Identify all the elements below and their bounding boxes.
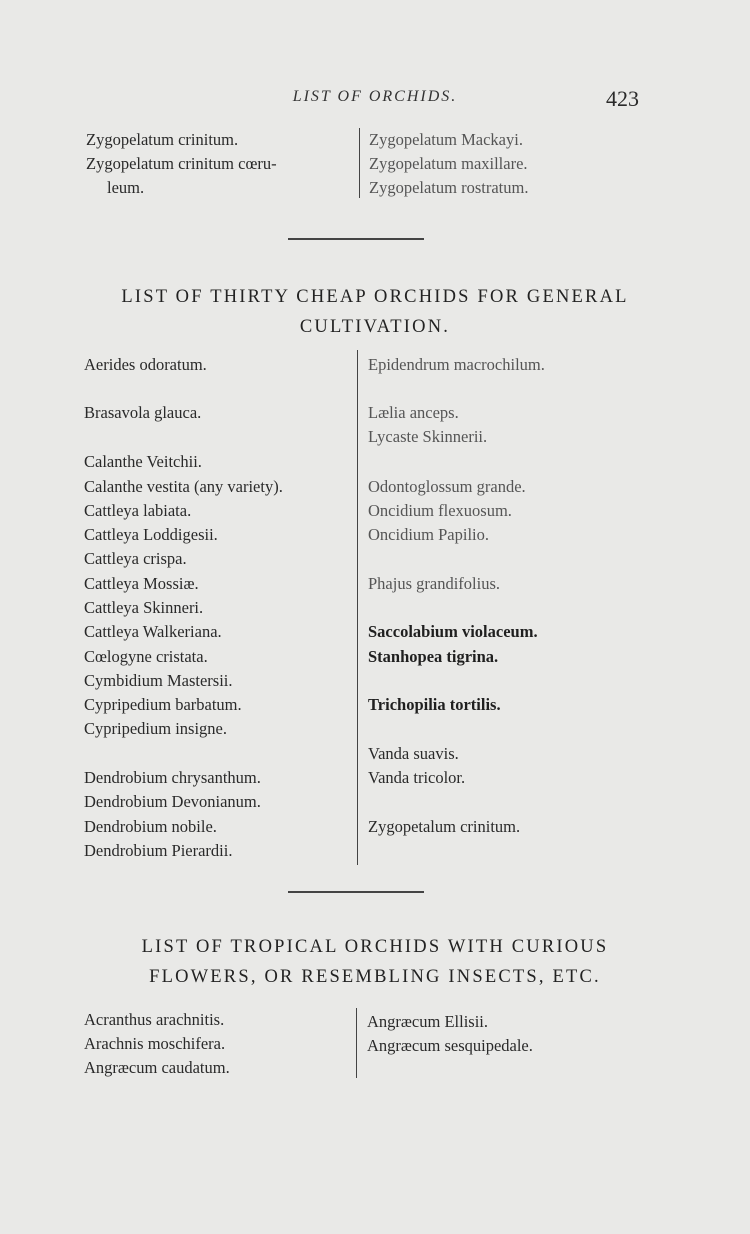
list-item: Angræcum sesquipedale. [367,1036,533,1055]
list-item: Lycaste Skinnerii. [368,427,488,446]
list-item: Saccolabium violaceum. [368,622,538,641]
list-item: Cattleya Walkeriana. [84,622,222,641]
list-item: leum. [107,178,145,197]
list-item: Cypripedium barbatum. [84,695,242,714]
list-item: Lælia anceps. [368,403,459,422]
list-item: Phajus grandifolius. [368,574,500,593]
list-item: Dendrobium nobile. [84,817,217,836]
list-item: Epidendrum macrochilum. [368,355,545,374]
list-item: Oncidium Papilio. [368,525,489,544]
list-item: Zygopelatum rostratum. [369,178,529,197]
section-heading [0,932,750,992]
list-item: Dendrobium Pierardii. [84,841,233,860]
list-item: Oncidium flexuosum. [368,501,512,520]
column-rule [356,1008,357,1078]
section-divider [288,891,424,893]
section-heading [0,282,750,342]
list-item: Cattleya Mossiæ. [84,574,199,593]
list-item: Odontoglossum grande. [368,477,526,496]
list-item: Arachnis moschifera. [84,1034,226,1053]
list-item: Calanthe vestita (any variety). [84,477,283,496]
page-number: 423 [606,86,639,111]
list-item: Brasavola glauca. [84,403,202,422]
list-item: Cattleya labiata. [84,501,192,520]
list-item: Zygopelatum maxillare. [369,154,528,173]
list-item: Stanhopea tigrina. [368,647,499,666]
list-item: Vanda suavis. [368,744,459,763]
list-item: Vanda tricolor. [368,768,466,787]
list-item: Aerides odoratum. [84,355,207,374]
heading-line: CULTIVATION. [299,317,451,337]
list-item: Cœlogyne cristata. [84,647,208,666]
list-item: Cypripedium insigne. [84,719,227,738]
list-item: Angræcum Ellisii. [367,1012,488,1031]
column-rule [357,350,358,865]
list-item: Calanthe Veitchii. [84,452,202,471]
list-item: Cattleya Skinneri. [84,598,204,617]
list-item: Cymbidium Mastersii. [84,671,233,690]
list-item: Dendrobium Devonianum. [84,792,261,811]
heading-line: LIST OF TROPICAL ORCHIDS WITH CURIOUS [141,937,609,957]
list-item: Dendrobium chrysanthum. [84,768,261,787]
column-rule [359,128,360,198]
list-item: Trichopilia tortilis. [368,695,501,714]
list-item: Zygopelatum Mackayi. [369,130,523,149]
heading-line: LIST OF THIRTY CHEAP ORCHIDS FOR GENERAL [121,287,629,307]
list-item: Acranthus arachnitis. [84,1010,225,1029]
list-item: Angræcum caudatum. [84,1058,230,1077]
list-item: Cattleya Loddigesii. [84,525,218,544]
running-head: LIST OF ORCHIDS. [292,88,458,105]
list-item: Zygopelatum crinitum cœru- [86,154,277,173]
list-item: Cattleya crispa. [84,549,187,568]
list-item: Zygopelatum crinitum. [86,130,239,149]
list-item: Zygopetalum crinitum. [368,817,521,836]
heading-line: FLOWERS, OR RESEMBLING INSECTS, ETC. [149,967,601,987]
section-divider [288,238,424,240]
